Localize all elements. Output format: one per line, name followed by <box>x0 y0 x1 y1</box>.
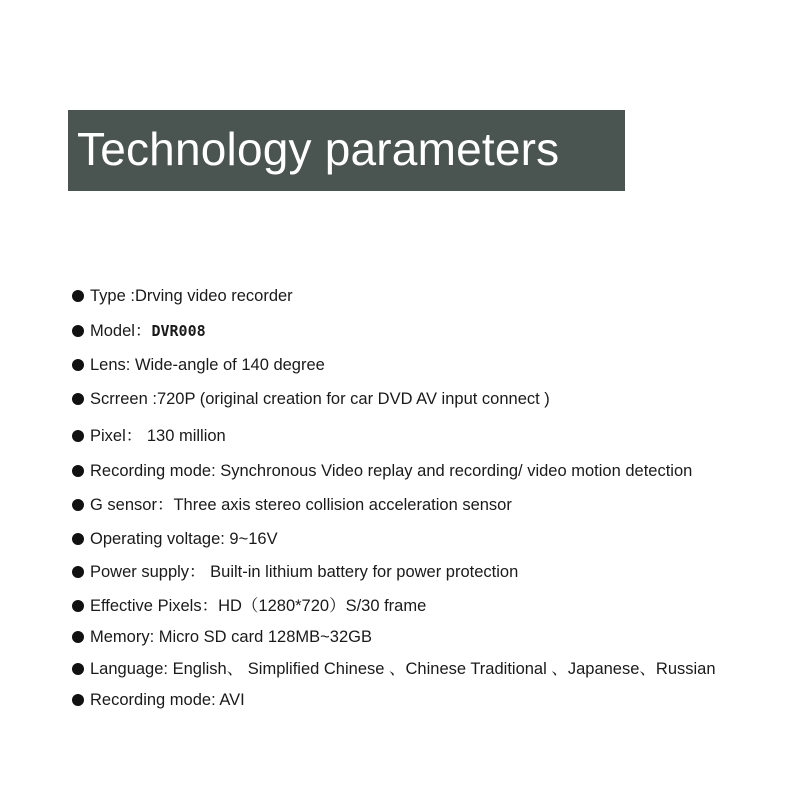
param-label: Recording mode: Synchronous Video replay and recording/ video motion detection <box>90 462 693 480</box>
param-operating-voltage <box>72 526 278 552</box>
bullet-icon <box>72 663 84 675</box>
param-label: G sensor：Three axis stereo collision acceleration sensor <box>90 496 512 514</box>
param-label: Model： <box>90 322 152 340</box>
param-lens <box>72 352 325 378</box>
param-label: Lens: Wide-angle of 140 degree <box>90 356 325 374</box>
param-g-sensor <box>72 492 512 518</box>
param-label: Scrreen :720P (original creation for car DVD AV input connect ) <box>90 390 550 408</box>
param-screen <box>72 386 550 412</box>
param-label: Language: English、 Simplified Chinese 、Chinese Traditional 、Japanese、Russian <box>90 660 716 678</box>
title-banner <box>68 110 625 191</box>
param-pixel <box>72 423 226 449</box>
param-label: Type :Drving video recorder <box>90 287 293 305</box>
bullet-icon <box>72 631 84 643</box>
param-memory <box>72 624 372 650</box>
param-label: Power supply： Built-in lithium battery for power protection <box>90 563 519 581</box>
param-label: Recording mode: AVI <box>90 691 245 709</box>
bullet-icon <box>72 499 84 511</box>
param-recording-mode <box>72 458 692 484</box>
bullet-icon <box>72 694 84 706</box>
bullet-icon <box>72 533 84 545</box>
bullet-icon <box>72 566 84 578</box>
bullet-icon <box>72 430 84 442</box>
bullet-icon <box>72 290 84 302</box>
param-language <box>72 656 716 682</box>
page-title: Technology parameters <box>77 122 560 175</box>
param-label: Effective Pixels：HD（1280*720）S/30 frame <box>90 597 427 615</box>
param-label: Memory: Micro SD card 128MB~32GB <box>90 628 372 646</box>
param-value: DVR008 <box>151 322 206 340</box>
param-model <box>72 318 206 344</box>
bullet-icon <box>72 359 84 371</box>
param-label: Pixel： 130 million <box>90 427 226 445</box>
bullet-icon <box>72 325 84 337</box>
bullet-icon <box>72 393 84 405</box>
param-power-supply <box>72 559 518 585</box>
param-recording-format <box>72 687 245 713</box>
param-type <box>72 283 293 309</box>
bullet-icon <box>72 600 84 612</box>
param-label: Operating voltage: 9~16V <box>90 530 278 548</box>
bullet-icon <box>72 465 84 477</box>
param-effective-pixels <box>72 593 426 619</box>
